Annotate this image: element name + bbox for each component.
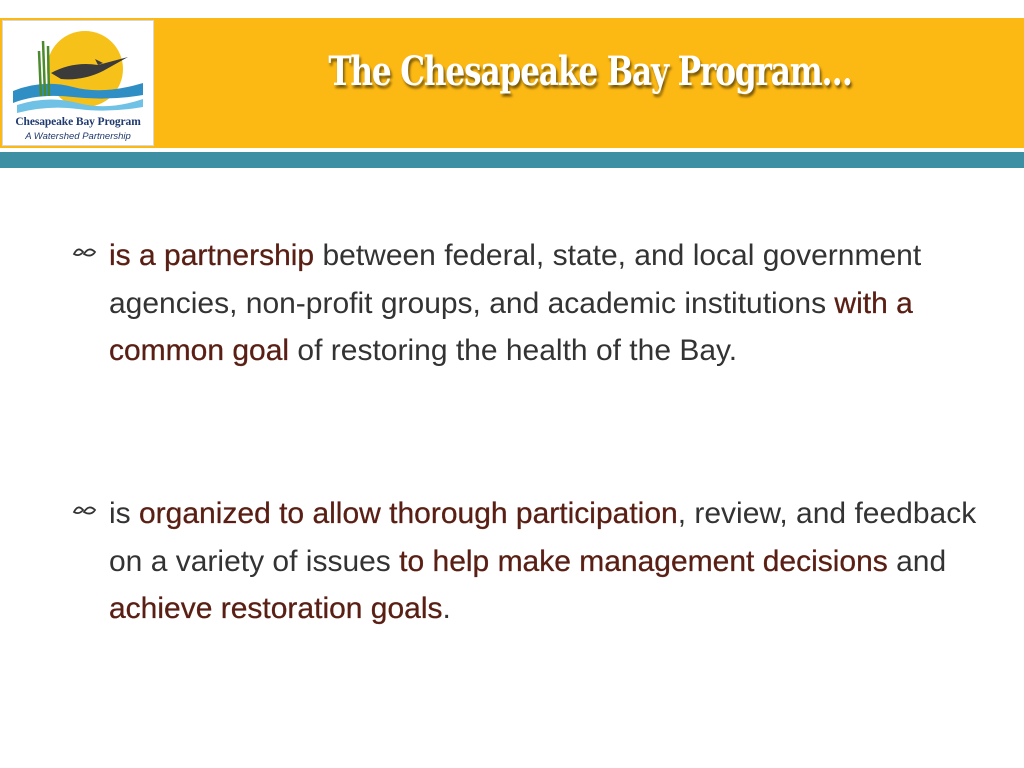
emphasis-text: achieve restoration goals bbox=[109, 592, 443, 625]
heron-sun-logo-icon bbox=[3, 21, 153, 116]
body-text: and bbox=[887, 544, 947, 578]
body-text: of restoring the health of the Bay. bbox=[289, 334, 738, 367]
body-text: , review, and feedback on a variety of issues bbox=[109, 497, 977, 578]
emphasis-text: is a partnership bbox=[109, 239, 315, 272]
bullet-text bbox=[109, 232, 979, 375]
accent-divider bbox=[0, 152, 1024, 168]
leaf-swirl-bullet-icon bbox=[70, 242, 100, 262]
emphasis-text: to help make management decisions bbox=[399, 544, 888, 578]
emphasis-text: organized to allow thorough participation bbox=[139, 497, 678, 530]
logo-subtitle: A Watershed Partnership bbox=[25, 131, 131, 142]
slide-title: The Chesapeake Bay Program… bbox=[328, 48, 852, 95]
leaf-swirl-bullet-icon bbox=[70, 500, 100, 520]
body-text: is bbox=[109, 497, 139, 530]
logo-title: Chesapeake Bay Program bbox=[15, 116, 141, 128]
bullet-text bbox=[109, 490, 979, 633]
body-text: . bbox=[442, 592, 451, 625]
emphasis-text: with a common goal bbox=[109, 286, 913, 367]
chesapeake-bay-program-logo bbox=[2, 20, 154, 146]
body-text: between federal, state, and local government agencies, non-profit groups, and academic institutions bbox=[109, 239, 922, 320]
